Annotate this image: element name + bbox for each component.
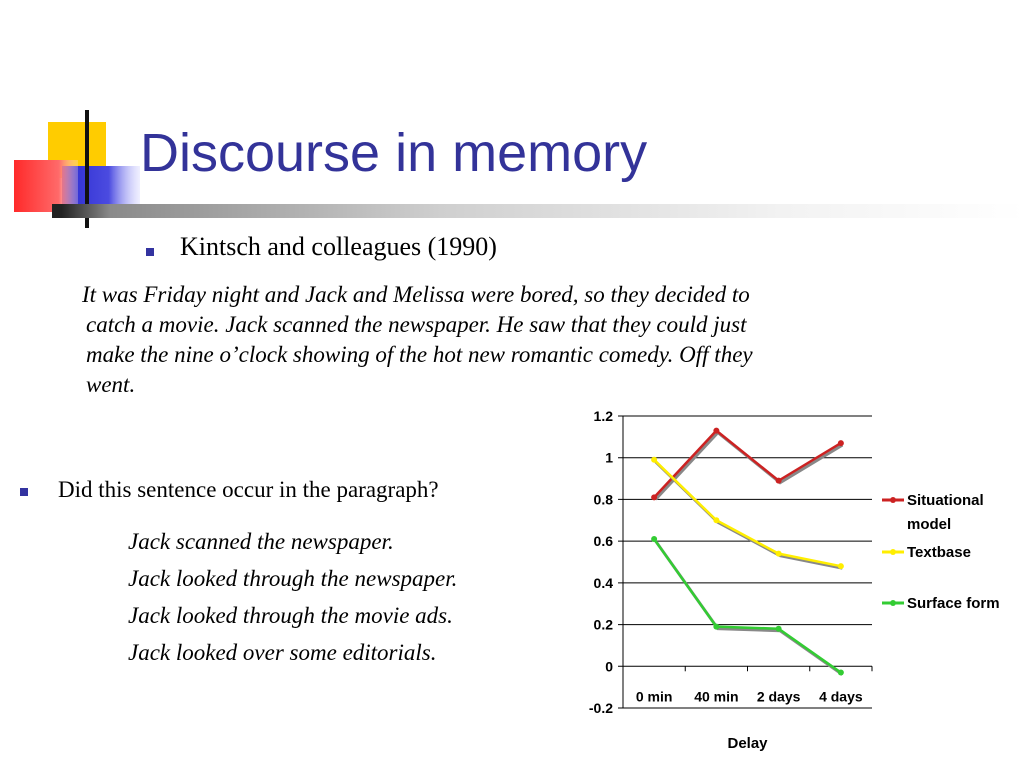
story-paragraph — [80, 280, 930, 400]
textbase-point — [713, 517, 719, 523]
legend-surface-form-marker — [890, 600, 896, 606]
surface-form-point — [838, 670, 844, 676]
textbase-point — [651, 457, 657, 463]
delay-line-chart — [560, 400, 1020, 768]
title-divider — [52, 204, 1024, 218]
y-tick-label: 1.2 — [593, 408, 613, 424]
test-sentence: Jack looked through the newspaper. — [128, 566, 458, 591]
situational-model-point — [713, 428, 719, 434]
slide-title: Discourse in memory — [140, 123, 648, 183]
test-sentence: Jack looked through the movie ads. — [128, 603, 453, 628]
y-tick-label: 0.2 — [593, 616, 613, 633]
legend-textbase-marker — [890, 549, 896, 555]
test-sentences — [128, 528, 457, 676]
surface-form-point — [776, 626, 782, 632]
paragraph-line: catch a movie. Jack scanned the newspaper. He saw that they could just — [86, 312, 747, 337]
surface-form-point — [713, 624, 719, 630]
bullet-marker — [146, 248, 154, 256]
legend-situational-model-label: Situational — [907, 492, 984, 509]
x-tick-label: 40 min — [694, 688, 739, 705]
x-tick-label: 2 days — [756, 688, 801, 705]
textbase-point — [776, 551, 782, 557]
paragraph-line: make the nine o’clock showing of the hot new romantic comedy. Off they — [86, 342, 753, 367]
x-axis-title: Delay — [727, 735, 768, 752]
textbase-line — [654, 460, 841, 566]
situational-model-point — [838, 440, 844, 446]
y-tick-label: 1 — [605, 449, 613, 466]
legend-textbase-label: Textbase — [907, 544, 971, 561]
surface-form-line — [654, 539, 841, 672]
legend-situational-model-label: model — [907, 516, 952, 533]
situational-model-point — [776, 478, 782, 484]
legend-situational-model-marker — [890, 497, 896, 503]
paragraph-line: went. — [86, 372, 136, 397]
y-tick-label: 0 — [605, 658, 613, 675]
legend-surface-form-label: Surface form — [907, 595, 1000, 612]
y-tick-label: -0.2 — [588, 700, 613, 716]
surface-form-point — [651, 536, 657, 542]
bullet-question: Did this sentence occur in the paragraph? — [58, 477, 439, 502]
y-tick-label: 0.4 — [593, 574, 613, 591]
y-tick-label: 0.6 — [593, 533, 613, 550]
bullet-marker — [20, 488, 28, 496]
x-tick-label: 4 days — [819, 688, 863, 705]
paragraph-line: It was Friday night and Jack and Melissa were bored, so they decided to — [82, 282, 750, 307]
logo-decoration — [0, 0, 140, 230]
x-tick-label: 0 min — [635, 688, 673, 705]
situational-model-point — [651, 494, 657, 500]
test-sentence: Jack scanned the newspaper. — [128, 529, 394, 554]
bullet-kintsch: Kintsch and colleagues (1990) — [180, 232, 497, 261]
textbase-point — [838, 563, 844, 569]
test-sentence: Jack looked over some editorials. — [128, 640, 437, 665]
textbase-shadow — [656, 462, 843, 568]
y-tick-label: 0.8 — [593, 491, 613, 508]
